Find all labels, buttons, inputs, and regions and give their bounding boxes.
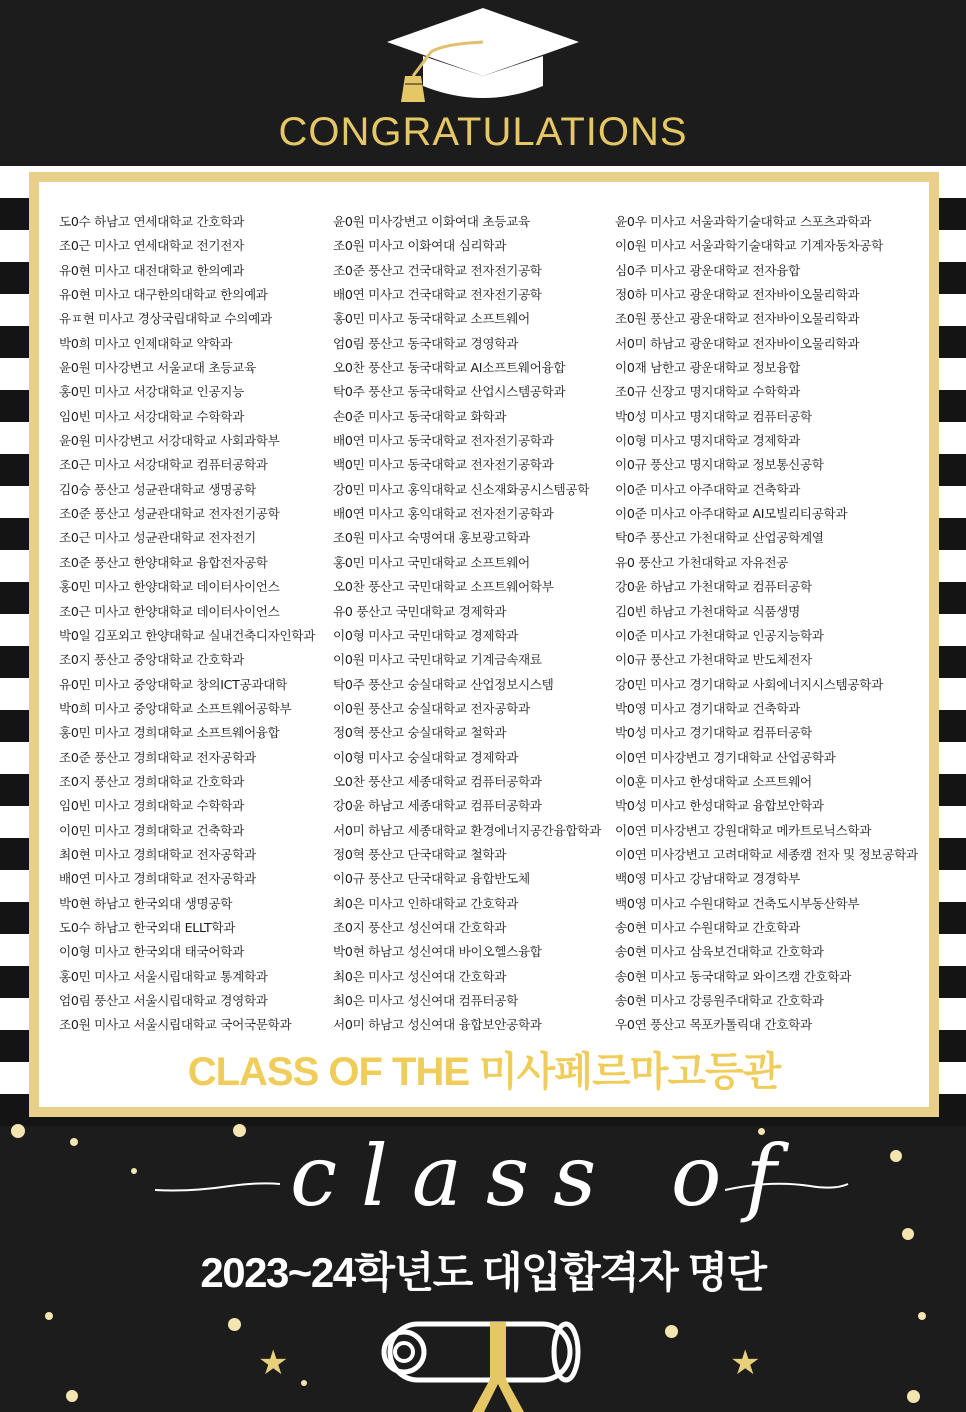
name-entry: 송0현 미사고 삼육보건대학교 간호학과: [615, 944, 824, 960]
name-entry: 이0연 미사강변고 경기대학교 산업공학과: [615, 749, 836, 765]
name-entry: 강0민 미사고 홍익대학교 신소재화공시스템공학: [333, 481, 590, 497]
name-entry: 유ㅍ현 미사고 경상국립대학교 수의예과: [59, 311, 272, 327]
name-entry: 탁0주 풍산고 동국대학교 산업시스템공학과: [333, 384, 566, 400]
name-entry: 김0승 풍산고 성균관대학교 생명공학: [59, 481, 256, 497]
confetti-dot: [66, 1390, 78, 1402]
name-entry: 이0민 미사고 경희대학교 건축학과: [59, 822, 244, 838]
name-entry: 배0연 미사고 홍익대학교 전자전기공학과: [333, 506, 554, 522]
name-entry: 강0민 미사고 경기대학교 사회에너지시스템공학과: [615, 676, 883, 692]
names-column-2: [333, 210, 601, 1038]
name-entry: 박0희 미사고 인제대학교 약학과: [59, 335, 233, 351]
diploma-scroll-icon: [372, 1312, 594, 1412]
name-entry: 서0미 하남고 광운대학교 전자바이오물리학과: [615, 335, 860, 351]
confetti-dot: [907, 1390, 920, 1403]
header: [0, 0, 966, 166]
name-entry: 이0원 미사고 서울과학기술대학교 기계자동차공학: [615, 238, 883, 254]
confetti-dot: [890, 1150, 902, 1162]
name-entry: 조0원 미사고 이화여대 심리학과: [333, 238, 507, 254]
graduation-cap-icon: [383, 6, 583, 112]
name-entry: 윤0원 미사강변고 이화여대 초등교육: [333, 214, 530, 229]
name-entry: 이0형 미사고 숭실대학교 경제학과: [333, 749, 518, 765]
name-entry: 최0은 미사고 성신여대 컴퓨터공학: [333, 993, 518, 1008]
name-entry: 윤0우 미사고 서울과학기술대학교 스포츠과학과: [615, 214, 872, 229]
name-entry: 엄0림 풍산고 동국대학교 경영학과: [333, 335, 518, 351]
name-entry: 최0은 미사고 성신여대 간호학과: [333, 968, 507, 984]
name-entry: 백0영 미사고 강남대학교 경경학부: [615, 871, 800, 887]
star-icon: ★: [258, 1343, 289, 1383]
name-entry: 강0윤 하남고 가천대학교 컴퓨터공학: [615, 579, 812, 595]
name-entry: 배0연 미사고 건국대학교 전자전기공학: [333, 287, 542, 303]
confetti-dot: [45, 1312, 53, 1320]
name-entry: 심0주 미사고 광운대학교 전자융합: [615, 262, 800, 278]
name-entry: 유0현 미사고 대구한의대학교 한의예과: [59, 287, 268, 303]
name-entry: 우0연 풍산고 목포카톨릭대 간호학과: [615, 1017, 812, 1033]
name-entry: 조0지 풍산고 경희대학교 간호학과: [59, 773, 244, 789]
congratulations-title: CONGRATULATIONS: [278, 110, 688, 154]
name-entry: 손0준 미사고 동국대학교 화학과: [333, 408, 507, 424]
name-entry: 조0원 미사고 서울시립대학교 국어국문학과: [59, 1017, 292, 1033]
name-entry: 탁0주 풍산고 가천대학교 산업공학계열: [615, 530, 824, 546]
name-entry: 유0 풍산고 국민대학교 경제학과: [333, 603, 507, 619]
name-entry: 이0준 미사고 아주대학교 건축학과: [615, 481, 800, 497]
name-entry: 홍0민 미사고 경희대학교 소프트웨어융합: [59, 725, 280, 741]
name-entry: 도0수 하남고 한국외대 ELLT학과: [59, 919, 236, 935]
name-entry: 유0 풍산고 가천대학교 자유전공: [615, 554, 789, 570]
name-entry: 이0훈 미사고 한성대학교 소프트웨어: [615, 773, 812, 789]
name-entry: 백0민 미사고 동국대학교 전자전기공학과: [333, 457, 554, 473]
name-entry: 박0희 미사고 중앙대학교 소프트웨어공학부: [59, 700, 292, 716]
name-entry: 조0지 풍산고 성신여대 간호학과: [333, 919, 507, 935]
name-entry: 유0민 미사고 중앙대학교 창의ICT공과대학: [59, 676, 287, 692]
name-entry: 이0준 미사고 아주대학교 AI모빌리티공학과: [615, 506, 848, 522]
class-of-script-text: class of: [290, 1127, 801, 1225]
name-entry: 박0현 하남고 한국외대 생명공학: [59, 895, 233, 911]
confetti-dot: [665, 1325, 678, 1338]
name-entry: 조0준 풍산고 한양대학교 융합전자공학: [59, 554, 268, 570]
name-entry: 송0현 미사고 강릉원주대학교 간호학과: [615, 993, 824, 1008]
name-entry: 이0재 남한고 광운대학교 정보융합: [615, 360, 800, 376]
confetti-dot: [918, 1312, 926, 1320]
confetti-dot: [11, 1124, 25, 1138]
name-entry: 박0성 미사고 명지대학교 컴퓨터공학: [615, 408, 812, 424]
name-entry: 박0일 김포외고 한양대학교 실내건축디자인학과: [59, 627, 316, 643]
name-entry: 이0원 풍산고 숭실대학교 전자공학과: [333, 700, 530, 716]
name-entry: 정0혁 풍산고 숭실대학교 철학과: [333, 725, 507, 741]
names-column-1: [59, 210, 315, 1038]
name-entry: 이0규 풍산고 명지대학교 정보통신공학: [615, 457, 824, 473]
name-entry: 조0원 미사고 숙명여대 홍보광고학과: [333, 530, 530, 546]
name-entry: 오0찬 풍산고 동국대학교 AI소프트웨어융합: [333, 360, 566, 376]
name-entry: 윤0원 미사강변고 서강대학교 사회과학부: [59, 433, 280, 449]
class-of-script: [150, 1120, 850, 1250]
name-entry: 이0형 미사고 국민대학교 경제학과: [333, 627, 518, 643]
name-entry: 박0성 미사고 경기대학교 컴퓨터공학: [615, 725, 812, 741]
name-entry: 오0찬 풍산고 국민대학교 소프트웨어학부: [333, 579, 554, 595]
name-entry: 이0원 미사고 국민대학교 기계금속재료: [333, 652, 542, 668]
name-entry: 조0준 풍산고 성균관대학교 전자전기공학: [59, 506, 280, 522]
confetti-dot: [228, 1318, 241, 1331]
name-entry: 오0찬 풍산고 세종대학교 컴퓨터공학과: [333, 773, 542, 789]
name-entry: 유0현 미사고 대전대학교 한의예과: [59, 262, 244, 278]
name-entry: 조0근 미사고 서강대학교 컴퓨터공학과: [59, 457, 268, 473]
name-entry: 조0원 풍산고 광운대학교 전자바이오물리학과: [615, 311, 860, 327]
name-entry: 이0규 풍산고 단국대학교 융합반도체: [333, 871, 530, 887]
name-entry: 홍0민 미사고 국민대학교 소프트웨어: [333, 554, 530, 570]
name-entry: 정0하 미사고 광운대학교 전자바이오물리학과: [615, 287, 860, 303]
confetti-dot: [301, 1380, 307, 1386]
name-entry: 이0규 풍산고 가천대학교 반도체전자: [615, 652, 812, 668]
name-entry: 홍0민 미사고 서강대학교 인공지능: [59, 384, 244, 400]
star-icon: ★: [730, 1343, 761, 1383]
name-entry: 이0연 미사강변고 강원대학교 메카트로닉스학과: [615, 822, 872, 838]
name-entry: 조0규 신장고 명지대학교 수학학과: [615, 384, 800, 400]
name-entry: 조0준 풍산고 건국대학교 전자전기공학: [333, 262, 542, 278]
name-entry: 강0윤 하남고 세종대학교 컴퓨터공학과: [333, 798, 542, 814]
name-entry: 배0연 미사고 동국대학교 전자전기공학과: [333, 433, 554, 449]
confetti-dot: [131, 1168, 137, 1174]
name-entry: 조0근 미사고 연세대학교 전기전자: [59, 238, 244, 254]
name-entry: 임0빈 미사고 서강대학교 수학학과: [59, 408, 244, 424]
name-entry: 홍0민 미사고 동국대학교 소프트웨어: [333, 311, 530, 327]
name-entry: 홍0민 미사고 서울시립대학교 통계학과: [59, 968, 268, 984]
name-entry: 조0근 미사고 한양대학교 데이터사이언스: [59, 603, 280, 619]
names-panel: [29, 172, 939, 1117]
name-entry: 조0근 미사고 성균관대학교 전자전기: [59, 530, 256, 546]
class-of-the-label: CLASS OF THE 미사페르마고등관: [187, 1050, 781, 1094]
name-entry: 엄0림 풍산고 서울시립대학교 경영학과: [59, 993, 268, 1008]
name-entry: 김0빈 하남고 가천대학교 식품생명: [615, 603, 800, 619]
name-entry: 박0현 하남고 성신여대 바이오헬스융합: [333, 944, 542, 960]
name-entry: 송0현 미사고 수원대학교 간호학과: [615, 919, 800, 935]
name-entry: 백0영 미사고 수원대학교 건축도시부동산학부: [615, 895, 860, 911]
name-entry: 윤0원 미사강변고 서울교대 초등교육: [59, 360, 256, 376]
name-entry: 조0준 풍산고 경희대학교 전자공학과: [59, 749, 256, 765]
name-entry: 임0빈 미사고 경희대학교 수학학과: [59, 798, 244, 814]
name-entry: 이0형 미사고 한국외대 태국어학과: [59, 944, 244, 960]
name-entry: 송0현 미사고 동국대학교 와이즈캠 간호학과: [615, 968, 852, 984]
confetti-dot: [70, 1138, 78, 1146]
confetti-dot: [902, 1228, 914, 1240]
name-entry: 도0수 하남고 연세대학교 간호학과: [59, 214, 244, 229]
page-subtitle: 2023~24학년도 대입합격자 명단: [200, 1249, 766, 1296]
name-entry: 서0미 하남고 세종대학교 환경에너지공간융합학과: [333, 822, 601, 838]
name-entry: 탁0주 풍산고 숭실대학교 산업정보시스템: [333, 676, 554, 692]
name-entry: 서0미 하남고 성신여대 융합보안공학과: [333, 1017, 542, 1033]
name-entry: 박0성 미사고 한성대학교 융합보안학과: [615, 798, 824, 814]
names-column-3: [615, 210, 918, 1038]
name-entry: 최0현 미사고 경희대학교 전자공학과: [59, 846, 256, 862]
name-entry: 최0은 미사고 인하대학교 간호학과: [333, 895, 518, 911]
name-entry: 박0영 미사고 경기대학교 건축학과: [615, 700, 800, 716]
name-entry: 홍0민 미사고 한양대학교 데이터사이언스: [59, 579, 280, 595]
name-entry: 조0지 풍산고 중앙대학교 간호학과: [59, 652, 244, 668]
name-entry: 배0연 미사고 경희대학교 전자공학과: [59, 871, 256, 887]
name-entry: 이0연 미사강변고 고려대학교 세종캠 전자 및 정보공학과: [615, 846, 918, 862]
name-entry: 정0혁 풍산고 단국대학교 철학과: [333, 846, 507, 862]
name-entry: 이0준 미사고 가천대학교 인공지능학과: [615, 627, 824, 643]
name-entry: 이0형 미사고 명지대학교 경제학과: [615, 433, 800, 449]
